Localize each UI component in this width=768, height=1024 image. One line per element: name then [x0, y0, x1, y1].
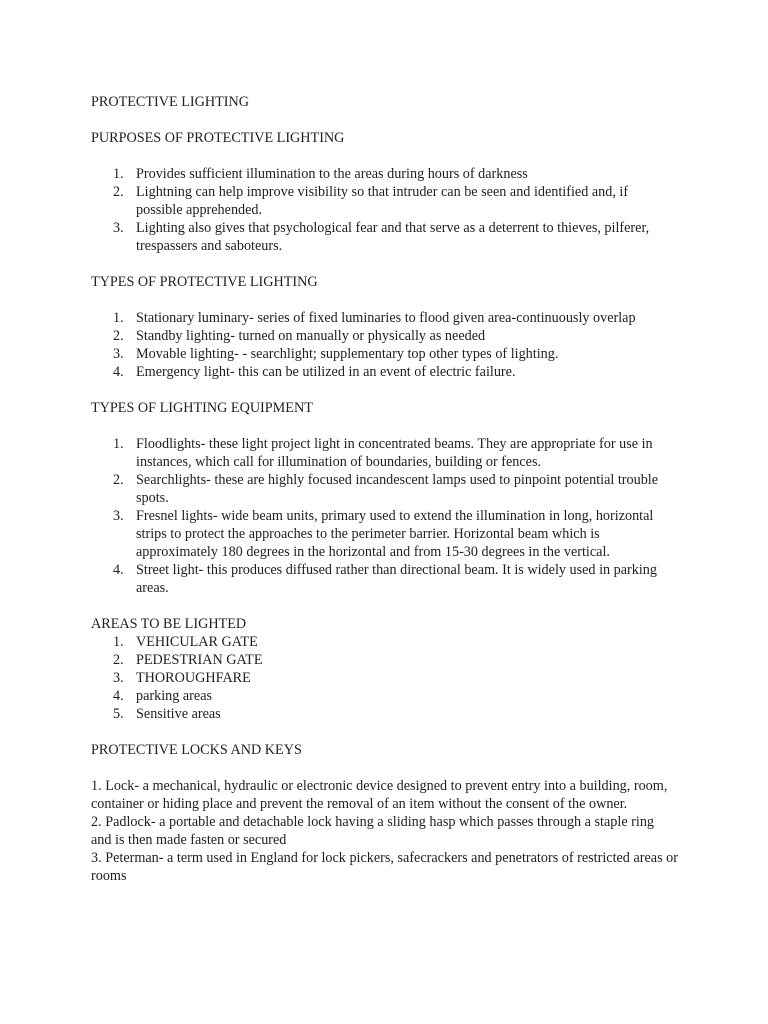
list-number: 1.	[113, 436, 124, 452]
list-number: 4.	[113, 364, 124, 380]
list-number: 5.	[113, 706, 124, 722]
list-item	[91, 507, 678, 561]
list-item-text: Stationary luminary- series of fixed luminaries to flood given area-continuously overlap	[136, 310, 636, 326]
spacer	[91, 111, 678, 129]
list-number: 2.	[113, 184, 124, 200]
section-locks	[91, 741, 678, 885]
locks-paragraph: 2. Padlock- a portable and detachable lock having a sliding hasp which passes through a staple ring and is then made fasten or secured	[91, 814, 655, 848]
list-number: 3.	[113, 346, 124, 362]
list-item	[91, 165, 678, 183]
document-title: PROTECTIVE LIGHTING	[91, 94, 250, 110]
section-purposes	[91, 129, 678, 255]
list-item	[91, 651, 678, 669]
purposes-list	[91, 165, 678, 255]
section-types-equipment	[91, 399, 678, 597]
list-item	[91, 435, 678, 471]
list-item-text: parking areas	[136, 688, 213, 704]
list-number: 2.	[113, 472, 124, 488]
section-heading-locks: PROTECTIVE LOCKS AND KEYS	[91, 742, 302, 758]
section-heading-types-lighting: TYPES OF PROTECTIVE LIGHTING	[91, 274, 318, 290]
section-heading-purposes: PURPOSES OF PROTECTIVE LIGHTING	[91, 130, 345, 146]
list-item	[91, 705, 678, 723]
section-heading-areas: AREAS TO BE LIGHTED	[91, 616, 247, 632]
list-item-text: Street light- this produces diffused rather than directional beam. It is widely used in parking areas.	[136, 562, 657, 596]
list-number: 1.	[113, 310, 124, 326]
list-item-text: Fresnel lights- wide beam units, primary used to extend the illumination in long, horizontal strips to protect the approaches to the perimeter barrier. Horizontal beam which is approximately 180 degrees in the horizontal and from 15-30 degrees in the vertical.	[136, 508, 654, 560]
types-lighting-list	[91, 309, 678, 381]
list-item	[91, 219, 678, 255]
list-item-text: Provides sufficient illumination to the areas during hours of darkness	[136, 166, 528, 182]
list-item	[91, 309, 678, 327]
list-number: 2.	[113, 328, 124, 344]
list-number: 2.	[113, 652, 124, 668]
list-item-text: Floodlights- these light project light in concentrated beams. They are appropriate for use in instances, which call for illumination of boundaries, building or fences.	[136, 436, 653, 470]
list-item-text: Lighting also gives that psychological fear and that serve as a deterrent to thieves, pilferer, trespassers and saboteurs.	[136, 220, 650, 254]
list-item	[91, 345, 678, 363]
list-item	[91, 633, 678, 651]
locks-paragraph: 1. Lock- a mechanical, hydraulic or electronic device designed to prevent entry into a building, room, container or hiding place and prevent the removal of an item without the consent of the owner.	[91, 778, 668, 812]
list-item-text: Standby lighting- turned on manually or physically as needed	[136, 328, 486, 344]
list-item-text: THOROUGHFARE	[136, 670, 251, 686]
list-number: 1.	[113, 166, 124, 182]
list-number: 1.	[113, 634, 124, 650]
list-item	[91, 687, 678, 705]
list-number: 3.	[113, 220, 124, 236]
list-item-text: Lightning can help improve visibility so that intruder can be seen and identified and, if possible apprehended.	[136, 184, 629, 218]
section-types-lighting	[91, 273, 678, 381]
areas-list	[91, 633, 678, 723]
list-item	[91, 669, 678, 687]
section-areas	[91, 615, 678, 723]
list-number: 3.	[113, 508, 124, 524]
list-number: 4.	[113, 562, 124, 578]
list-item-text: VEHICULAR GATE	[136, 634, 258, 650]
list-item-text: Searchlights- these are highly focused incandescent lamps used to pinpoint potential trouble spots.	[136, 472, 659, 506]
list-item-text: Sensitive areas	[136, 706, 221, 722]
types-equipment-list	[91, 435, 678, 597]
list-item-text: Emergency light- this can be utilized in an event of electric failure.	[136, 364, 516, 380]
locks-paragraph: 3. Peterman- a term used in England for lock pickers, safecrackers and penetrators of restricted areas or rooms	[91, 850, 678, 884]
list-item-text: PEDESTRIAN GATE	[136, 652, 263, 668]
list-item	[91, 561, 678, 597]
section-heading-types-equipment: TYPES OF LIGHTING EQUIPMENT	[91, 400, 313, 416]
list-number: 4.	[113, 688, 124, 704]
list-item	[91, 183, 678, 219]
list-item	[91, 327, 678, 345]
list-item	[91, 471, 678, 507]
list-item	[91, 363, 678, 381]
list-number: 3.	[113, 670, 124, 686]
spacer	[91, 759, 678, 777]
list-item-text: Movable lighting- - searchlight; supplementary top other types of lighting.	[136, 346, 559, 362]
